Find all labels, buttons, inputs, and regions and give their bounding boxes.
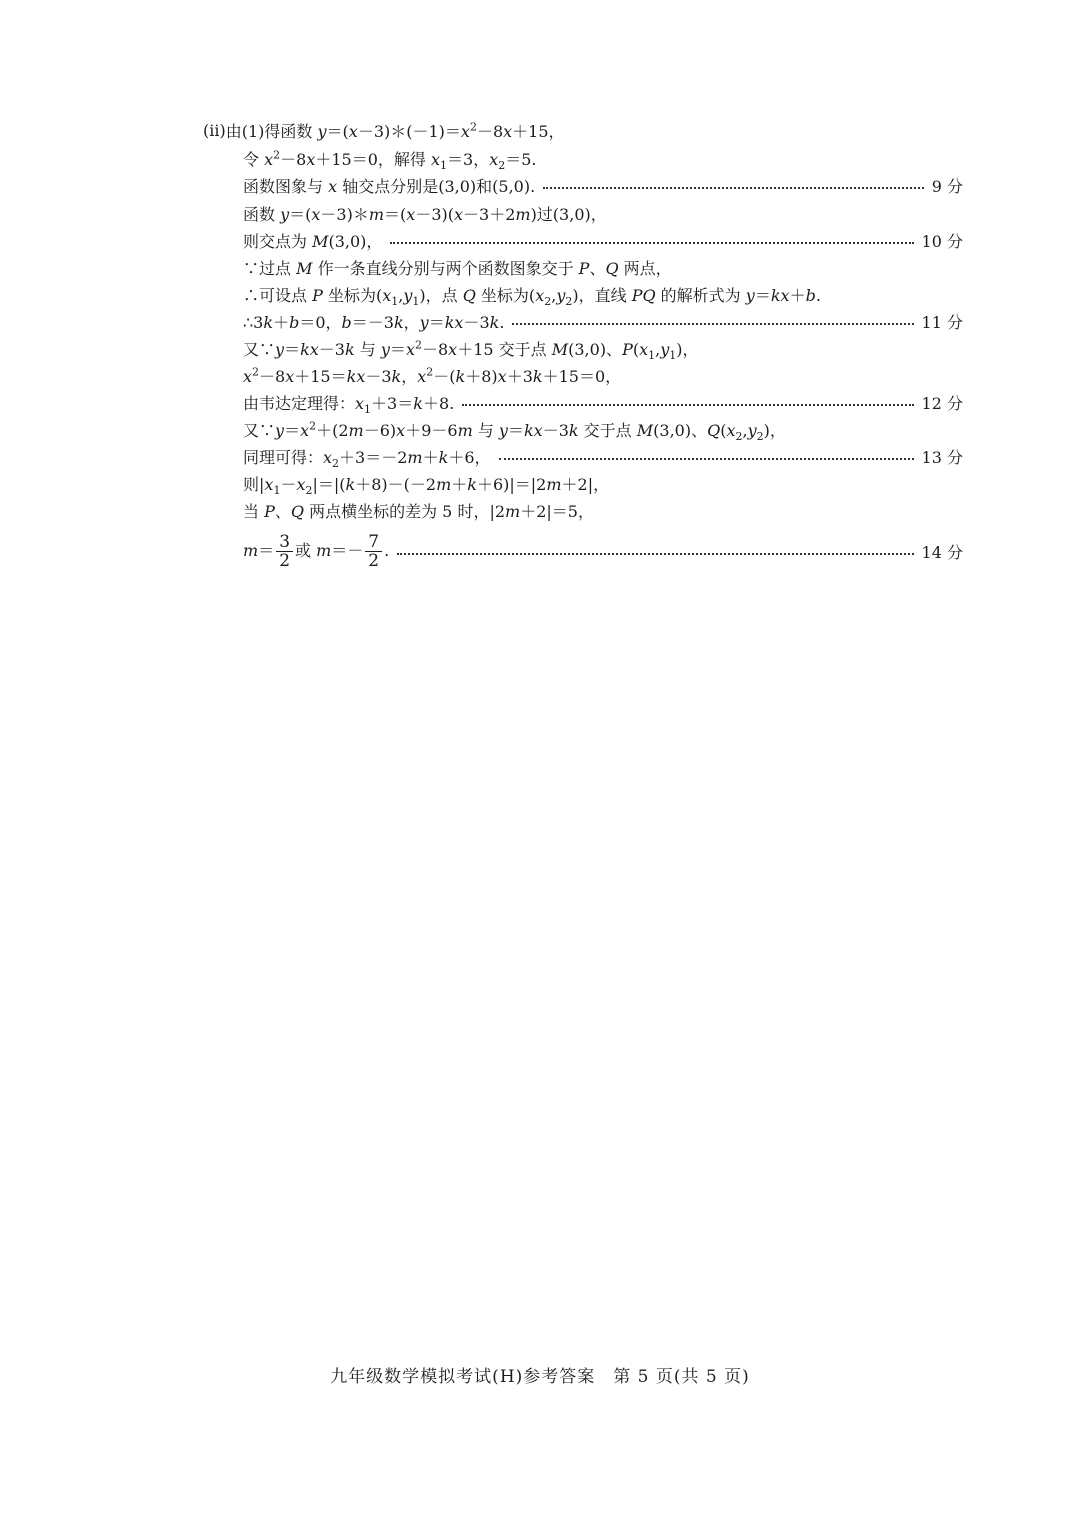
solution-line-4 [243, 198, 607, 228]
solution-line-16 [243, 533, 963, 569]
solution-line-15 [243, 495, 594, 525]
dot-leader [397, 553, 913, 555]
score-14: 14 分 [921, 542, 963, 562]
line-text: 函数图象与 x 轴交点分别是(3,0)和(5,0). [243, 176, 536, 196]
line-text: ∴3k＋b＝0，b＝－3k，y＝kx－3k. [243, 312, 505, 332]
solution-line-5 [243, 225, 963, 255]
solution-line-2 [243, 143, 537, 173]
dot-leader [390, 242, 913, 244]
line-text: 由(1)得函数 $y=(x-3)*(-1)=x^2-8x+15$， [225, 120, 565, 141]
solution-line-7 [243, 279, 821, 309]
solution-line-1 [203, 115, 565, 145]
solution-line-12 [243, 414, 786, 444]
dot-leader [543, 187, 924, 189]
line-text: 又$\because y=x^2+(2m-6)x+9-6m$ 与 y＝kx－3k 交于点 M(3,0)、$Q(x_2,y_2)$， [243, 419, 786, 443]
line-text: ∴可设点 P 坐标为$(x_1,y_1)$，点 Q 坐标为$(x_2,y_2)$，直线 PQ 的解析式为 y＝kx＋b. [243, 285, 821, 308]
line-text: $x^2-8x+15=kx-3k$，$x^2-(k+8)x+3k+15=0$， [243, 365, 622, 386]
part-label: (ⅱ) [203, 120, 226, 140]
solution-line-3 [243, 170, 963, 200]
fraction: $\frac{3}{2}$ [276, 533, 293, 570]
line-text: 由韦达定理得：$x_1+3=k+8$. [243, 393, 455, 416]
line-text: m＝ $\frac{3}{2}$ 或 m＝－ $\frac{7}{2}$ . [243, 531, 390, 571]
score-12: 12 分 [921, 393, 963, 413]
score-13: 13 分 [921, 447, 963, 467]
line-text: 当 P、Q 两点横坐标的差为 5 时，|2m＋2|＝5， [243, 501, 594, 521]
solution-line-8 [243, 306, 963, 336]
score-11: 11 分 [921, 312, 963, 332]
line-text: 则交点为 M(3,0)， [243, 231, 383, 251]
solution-line-14 [243, 468, 609, 498]
solution-line-9 [243, 333, 699, 363]
line-text: 令 $x^2-8x+15=0$，解得 $x_1=3$，$x_2=5$. [243, 148, 537, 172]
dot-leader [512, 323, 913, 325]
score-9: 9 分 [931, 176, 963, 196]
line-text: ∵过点 M 作一条直线分别与两个函数图象交于 P、Q 两点， [243, 258, 672, 278]
solution-line-11 [243, 387, 963, 417]
solution-line-10 [243, 360, 621, 390]
score-10: 10 分 [921, 231, 963, 251]
solution-line-6 [243, 252, 672, 282]
line-text: 同理可得：$x_2+3=-2m+k+6$， [243, 447, 491, 470]
dot-leader [462, 404, 913, 406]
solution-line-13 [243, 441, 963, 471]
line-text: 又∵y＝kx－3k 与 $y=x^2-8x+15$ 交于点 M(3,0)、$P(x_1,y_1)$， [243, 338, 699, 362]
fraction: $\frac{7}{2}$ [365, 533, 382, 570]
line-text: 函数 y＝(x－3)＊m＝(x－3)(x－3＋2m)过(3,0)， [243, 204, 607, 224]
line-text: 则$|x_1-x_2|=|(k+8)-(-2m+k+6)|=|2m+2|$， [243, 474, 610, 497]
page-footer: 九年级数学模拟考试(H)参考答案 第 5 页(共 5 页) [330, 1367, 750, 1387]
dot-leader [499, 458, 914, 460]
